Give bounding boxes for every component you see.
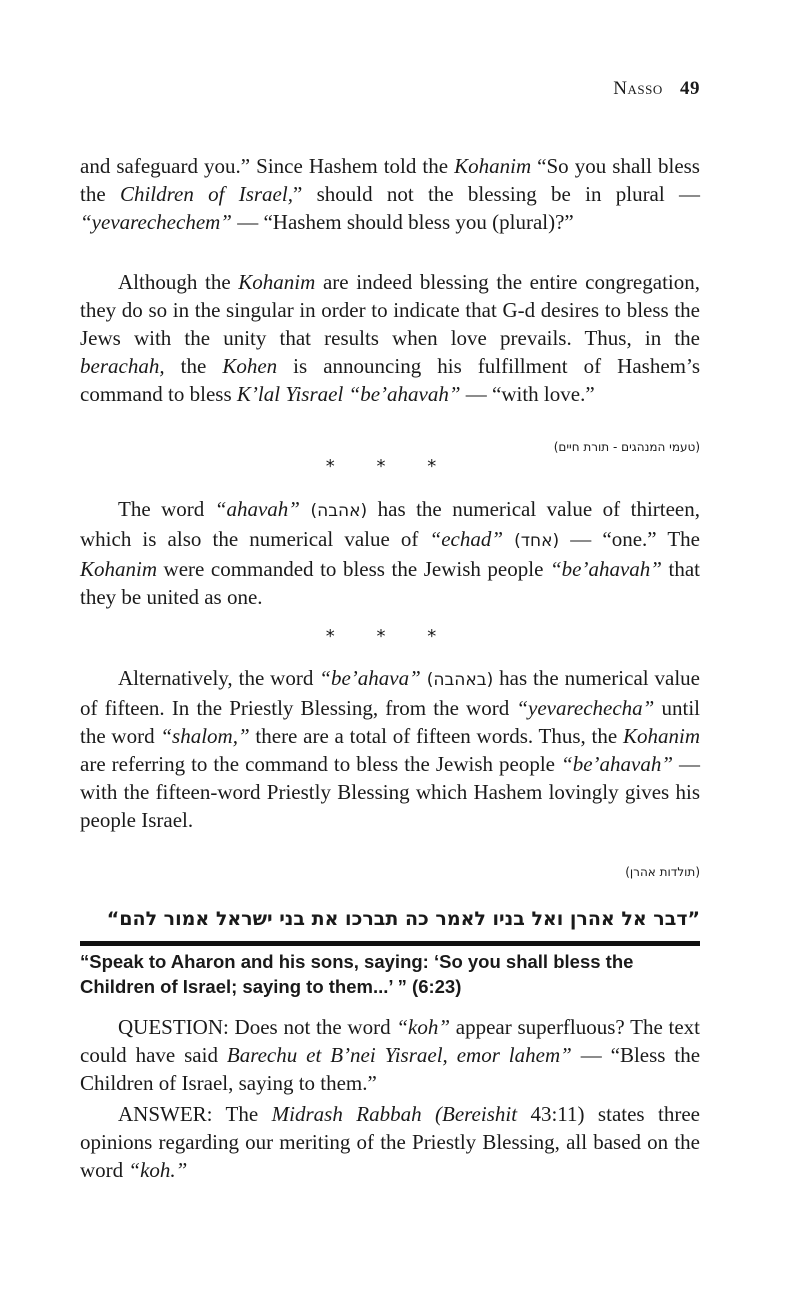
running-head [613, 78, 700, 100]
text: — “Bless the Children of Israel, saying to them.” [80, 1043, 701, 1095]
text: “yevarechecha” [516, 696, 655, 720]
text: ” should not the blessing be in plural — [292, 182, 700, 206]
text: ANSWER: The [118, 1102, 272, 1126]
text: that they be united as one. [80, 557, 700, 609]
text: until the word [80, 696, 700, 748]
text: Barechu et B’nei Yisrael, emor lahem” [226, 1043, 572, 1067]
page-number: 49 [680, 78, 700, 99]
text: has the numerical value of thirteen, which is also the numerical value of [80, 497, 701, 551]
section-divider: * * * [325, 456, 455, 477]
text: Kohanim [80, 557, 158, 581]
paragraph-4 [80, 664, 700, 834]
hebrew-word: (באהבה) [426, 670, 494, 690]
text: there are a total of fifteen words. Thus, the [249, 724, 623, 748]
text: K’lal Yisrael [236, 382, 344, 406]
heading-rule [80, 941, 700, 946]
text: Children of Israel, [119, 182, 293, 206]
text: Although the [118, 270, 239, 294]
text: berachah, [80, 354, 165, 378]
source-citation: (טעמי המנהגים - תורת חיים) [553, 440, 700, 454]
text: and safeguard you.” Since Hashem told the [80, 154, 455, 178]
text: “be’ahavah” [549, 557, 662, 581]
text: Kohanim [238, 270, 316, 294]
hebrew-word: (אחד) [514, 531, 560, 551]
paragraph-1 [80, 152, 700, 236]
text: “ahavah” [214, 497, 300, 521]
text: “shalom,” [160, 724, 250, 748]
paragraph-3 [80, 495, 700, 611]
text: Kohanim [622, 724, 700, 748]
verse-hebrew-heading: ”דבר אל אהרן ואל בניו לאמר כה תברכו את בני ישראל אמור להם“ [106, 908, 700, 930]
text: “koh.” [128, 1158, 188, 1182]
section-divider: * * * [325, 626, 455, 647]
text: “koh” [396, 1015, 451, 1039]
text: Kohanim [454, 154, 532, 178]
text: — “one.” The [559, 527, 701, 551]
text: appear superfluous? The text could have said [80, 1015, 700, 1067]
paragraph-2 [80, 268, 700, 408]
text: “be’ahava” [319, 666, 421, 690]
text: — “Hashem should bless you (plural)?” [231, 210, 574, 234]
paragraph-5 [80, 1013, 700, 1097]
text: — with the fifteen-word Priestly Blessing which Hashem lovingly gives his people Israel. [80, 752, 701, 832]
text: are indeed blessing the entire congregation, they do so in the singular in order to indicate that G-d desires to bless the Jews with the unity that results when love prevails. Thus, in the [80, 270, 700, 350]
section-title: Nasso [613, 78, 663, 99]
text: The word [118, 497, 215, 521]
text: QUESTION: Does not the word [118, 1015, 397, 1039]
text: the [164, 354, 223, 378]
text: — “with love.” [460, 382, 595, 406]
source-citation: (תולדות אהרן) [625, 865, 700, 879]
hebrew-word: (אהבה) [310, 501, 368, 521]
text: “be’ahavah” [561, 752, 674, 776]
text: has the numerical value of fifteen. In the Priestly Blessing, from the word [80, 666, 700, 720]
text: Alternatively, the word [118, 666, 320, 690]
text: are referring to the command to bless the Jewish people [80, 752, 562, 776]
text: is announcing his fulfillment of Hashem’s command to bless [80, 354, 700, 406]
text: were commanded to bless the Jewish people [157, 557, 550, 581]
text: “yevarechechem” [80, 210, 232, 234]
text: “echad” [429, 527, 504, 551]
text: “be’ahavah” [348, 382, 461, 406]
verse-english-heading: “Speak to Aharon and his sons, saying: ‘So you shall bless the Children of Israel; saying to them...’ ” (6:23) [80, 951, 634, 997]
text: Kohen [222, 354, 278, 378]
paragraph-6 [80, 1100, 700, 1184]
text: “So you shall bless the [80, 154, 700, 206]
text: Midrash Rabbah (Bereishit [271, 1102, 518, 1126]
text: 43:11) states three opinions regarding our meriting of the Priestly Blessing, all based on the word [80, 1102, 700, 1182]
